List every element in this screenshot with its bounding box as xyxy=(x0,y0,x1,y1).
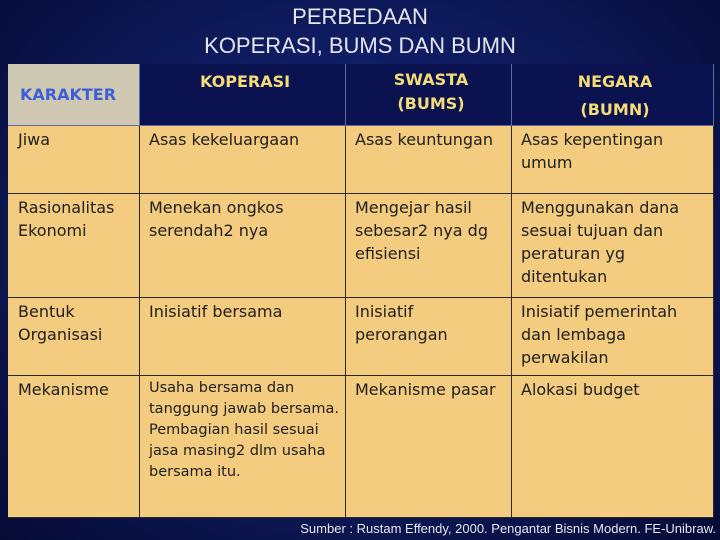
header-karakter-label: KARAKTER xyxy=(20,84,117,104)
header-swasta-line1: SWASTA xyxy=(393,70,469,89)
row-rasionalitas-label: Rasionalitas Ekonomi xyxy=(8,194,140,298)
slide-title-line2: KOPERASI, BUMS DAN BUMN xyxy=(204,33,516,58)
row-mekanisme-label: Mekanisme xyxy=(8,376,140,518)
header-swasta xyxy=(346,64,512,126)
header-negara-line2: (BUMN) xyxy=(580,100,650,119)
slide-title-line1: PERBEDAAN xyxy=(292,4,428,29)
row-bentuk-swasta: Inisiatif perorangan xyxy=(346,298,512,376)
header-negara-line1: NEGARA xyxy=(577,72,653,91)
header-swasta-line2: (BUMS) xyxy=(397,94,465,113)
row-bentuk-koperasi: Inisiatif bersama xyxy=(140,298,346,376)
header-koperasi xyxy=(140,64,346,126)
row-bentuk-label: Bentuk Organisasi xyxy=(8,298,140,376)
header-koperasi-label: KOPERASI xyxy=(199,72,291,91)
row-jiwa-swasta: Asas keuntungan xyxy=(346,126,512,194)
row-rasionalitas-koperasi: Menekan ongkos serendah2 nya xyxy=(140,194,346,298)
header-negara xyxy=(512,64,714,126)
row-mekanisme-koperasi: Usaha bersama dan tanggung jawab bersama. Pembagian hasil sesuai jasa masing2 dlm usaha bersama itu. xyxy=(140,376,346,518)
row-rasionalitas-swasta: Mengejar hasil sebesar2 nya dg efisiensi xyxy=(346,194,512,298)
row-rasionalitas-negara: Menggunakan dana sesuai tujuan dan peraturan yg ditentukan xyxy=(512,194,714,298)
comparison-table xyxy=(8,64,714,518)
slide-title xyxy=(0,0,720,64)
row-bentuk-negara: Inisiatif pemerintah dan lembaga perwakilan xyxy=(512,298,714,376)
row-mekanisme-negara: Alokasi budget xyxy=(512,376,714,518)
row-mekanisme-swasta: Mekanisme pasar xyxy=(346,376,512,518)
source-citation: Sumber : Rustam Effendy, 2000. Pengantar Bisnis Modern. FE-Unibraw. xyxy=(300,521,716,536)
row-jiwa-koperasi: Asas kekeluargaan xyxy=(140,126,346,194)
row-jiwa-negara: Asas kepentingan umum xyxy=(512,126,714,194)
header-karakter xyxy=(8,64,140,126)
row-jiwa-label: Jiwa xyxy=(8,126,140,194)
